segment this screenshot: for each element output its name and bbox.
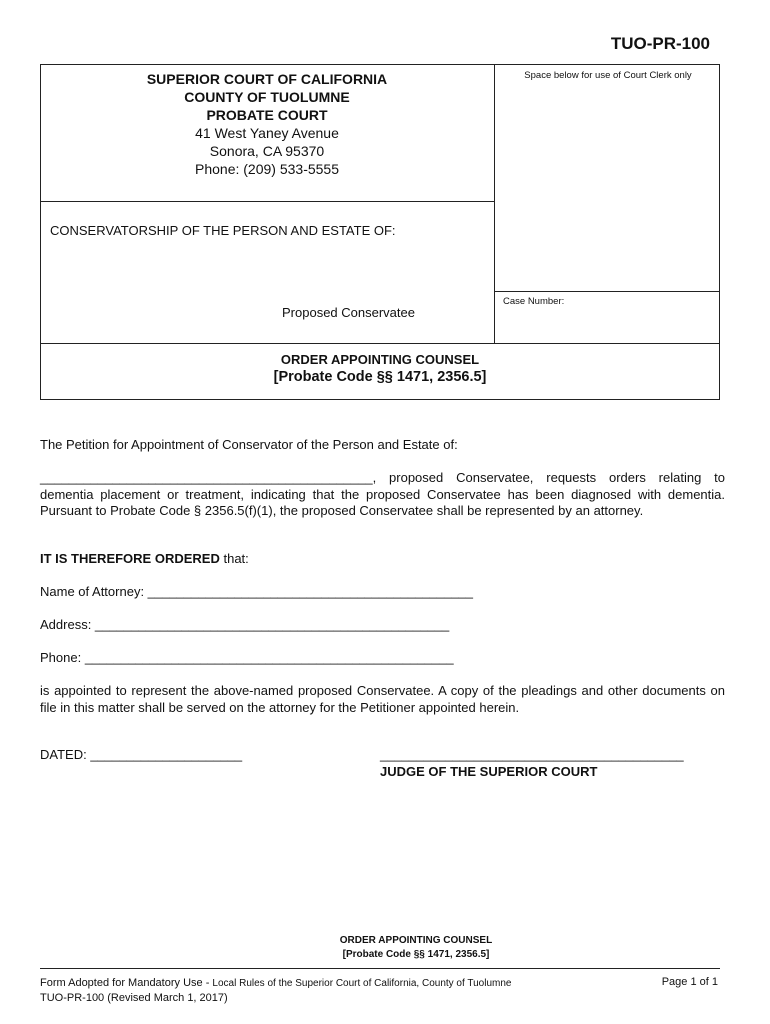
attorney-phone-line: Phone: ___________________________________________________ [40, 650, 454, 665]
matter-title: CONSERVATORSHIP OF THE PERSON AND ESTATE OF: [50, 223, 396, 238]
ordered-heading: IT IS THEREFORE ORDERED [40, 551, 220, 566]
footer-left [40, 976, 511, 1006]
dated-line: DATED: _____________________ [40, 747, 243, 762]
clerk-divider [494, 291, 720, 292]
signature-line: __________________________________________ [380, 747, 684, 762]
court-name: SUPERIOR COURT OF CALIFORNIA [146, 71, 388, 87]
court-divider [41, 201, 495, 202]
court-division: PROBATE COURT [206, 107, 328, 123]
footer-order-code: [Probate Code §§ 1471, 2356.5] [342, 949, 490, 960]
court-city: Sonora, CA 95370 [209, 143, 325, 159]
footer-title [40, 934, 770, 962]
judge-title: JUDGE OF THE SUPERIOR COURT [380, 764, 598, 779]
footer-order-title: ORDER APPOINTING COUNSEL [339, 935, 493, 946]
footer-rule [40, 968, 720, 969]
order-code: [Probate Code §§ 1471, 2356.5] [273, 369, 487, 385]
footer-rules: Local Rules of the Superior Court of California, County of Tuolumne [212, 978, 512, 989]
attorney-name-line: Name of Attorney: _____________________________________________ [40, 584, 474, 599]
order-title [40, 352, 720, 385]
case-number-label: Case Number: [503, 296, 565, 307]
form-id: TUO-PR-100 [610, 34, 710, 53]
petition-intro: The Petition for Appointment of Conservator of the Person and Estate of: [40, 437, 458, 452]
title-divider [41, 343, 720, 344]
appointment-paragraph: is appointed to represent the above-named proposed Conservatee. A copy of the pleadings and other documents on file in this matter shall be served on the attorney for the Petitioner appointed herein. [40, 683, 725, 715]
ordered-line [40, 551, 725, 568]
caption-vertical-divider [494, 65, 495, 343]
proposed-conservatee-label: Proposed Conservatee [282, 305, 415, 320]
court-phone: Phone: (209) 533-5555 [195, 161, 339, 177]
ordered-rest: that: [219, 551, 249, 566]
clerk-note: Space below for use of Court Clerk only [524, 70, 692, 81]
attorney-address-line: Address: _________________________________________________ [40, 617, 450, 632]
court-address: 41 West Yaney Avenue [195, 125, 339, 141]
order-title-text: ORDER APPOINTING COUNSEL [280, 352, 480, 367]
footer-revised: TUO-PR-100 (Revised March 1, 2017) [40, 992, 228, 1004]
court-header [40, 70, 494, 178]
page-number: Page 1 of 1 [661, 976, 718, 988]
court-county: COUNTY OF TUOLUMNE [184, 89, 350, 105]
petition-paragraph: ______________________________________________, proposed Conservatee, requests orders relating to dementia placement or treatment, indicating that the proposed Conservatee has been diagnosed with dementia. Pursuant to Probate Code § 2356.5(f)(1), the proposed Conservatee shall be represented by an attorney. [40, 470, 725, 518]
footer-adopted: Form Adopted for Mandatory Use - [40, 977, 213, 989]
